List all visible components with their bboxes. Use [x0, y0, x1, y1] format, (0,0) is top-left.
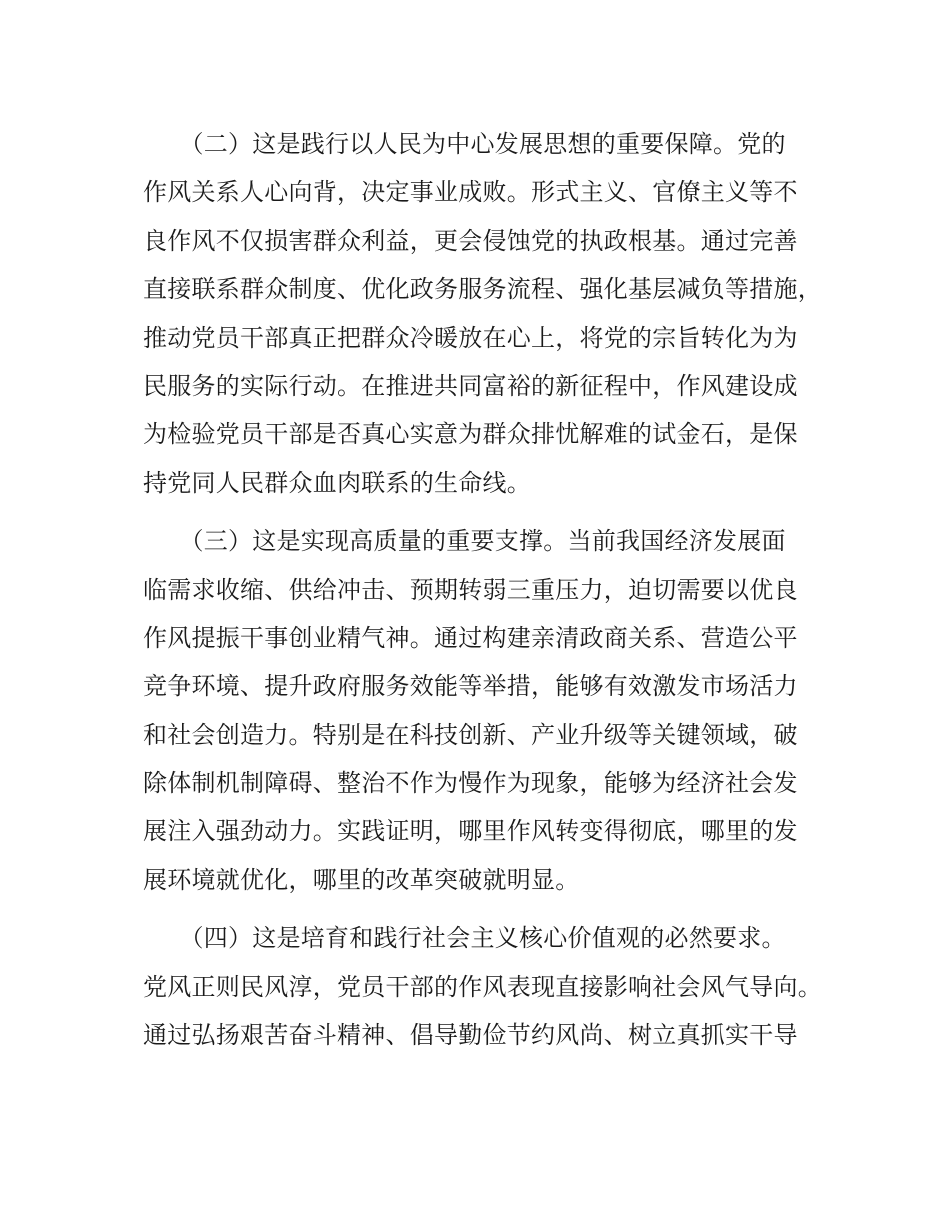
text-line: （三）这是实现高质量的重要支撑。当前我国经济发展面	[143, 527, 786, 556]
paragraph-2	[143, 120, 822, 507]
text-line: 为检验党员干部是否真心实意为群众排忧解难的试金石，是保	[143, 420, 798, 449]
text-line: 作风提振干事创业精气神。通过构建亲清政商关系、营造公平	[143, 623, 798, 652]
text-line: 党风正则民风淳，党员干部的作风表现直接影响社会风气导向。	[143, 972, 822, 1001]
text-line: 推动党员干部真正把群众冷暖放在心上，将党的宗旨转化为为	[143, 323, 798, 352]
text-line: 直接联系群众制度、优化政务服务流程、强化基层减负等措施，	[143, 275, 822, 304]
text-line: 除体制机制障碍、整治不作为慢作为现象，能够为经济社会发	[143, 769, 798, 798]
text-line: （四）这是培育和践行社会主义核心价值观的必然要求。	[143, 924, 786, 953]
document-body	[143, 120, 822, 1059]
text-line: 持党同人民群众血肉联系的生命线。	[143, 468, 531, 497]
text-line: 竞争环境、提升政府服务效能等举措，能够有效激发市场活力	[143, 672, 798, 701]
text-line: 作风关系人心向背，决定事业成败。形式主义、官僚主义等不	[143, 178, 798, 207]
text-line: （二）这是践行以人民为中心发展思想的重要保障。党的	[143, 130, 786, 158]
paragraph-3	[143, 517, 815, 904]
text-line: 展注入强劲动力。实践证明，哪里作风转变得彻底，哪里的发	[143, 817, 798, 846]
text-line: 展环境就优化，哪里的改革突破就明显。	[143, 865, 580, 894]
text-line: 临需求收缩、供给冲击、预期转弱三重压力，迫切需要以优良	[143, 575, 798, 604]
text-line: 良作风不仅损害群众利益，更会侵蚀党的执政根基。通过完善	[143, 226, 798, 255]
text-line: 和社会创造力。特别是在科技创新、产业升级等关键领域，破	[143, 720, 798, 749]
text-line: 民服务的实际行动。在推进共同富裕的新征程中，作风建设成	[143, 371, 798, 400]
paragraph-4	[143, 914, 822, 1059]
text-line: 通过弘扬艰苦奋斗精神、倡导勤俭节约风尚、树立真抓实干导	[143, 1021, 798, 1050]
